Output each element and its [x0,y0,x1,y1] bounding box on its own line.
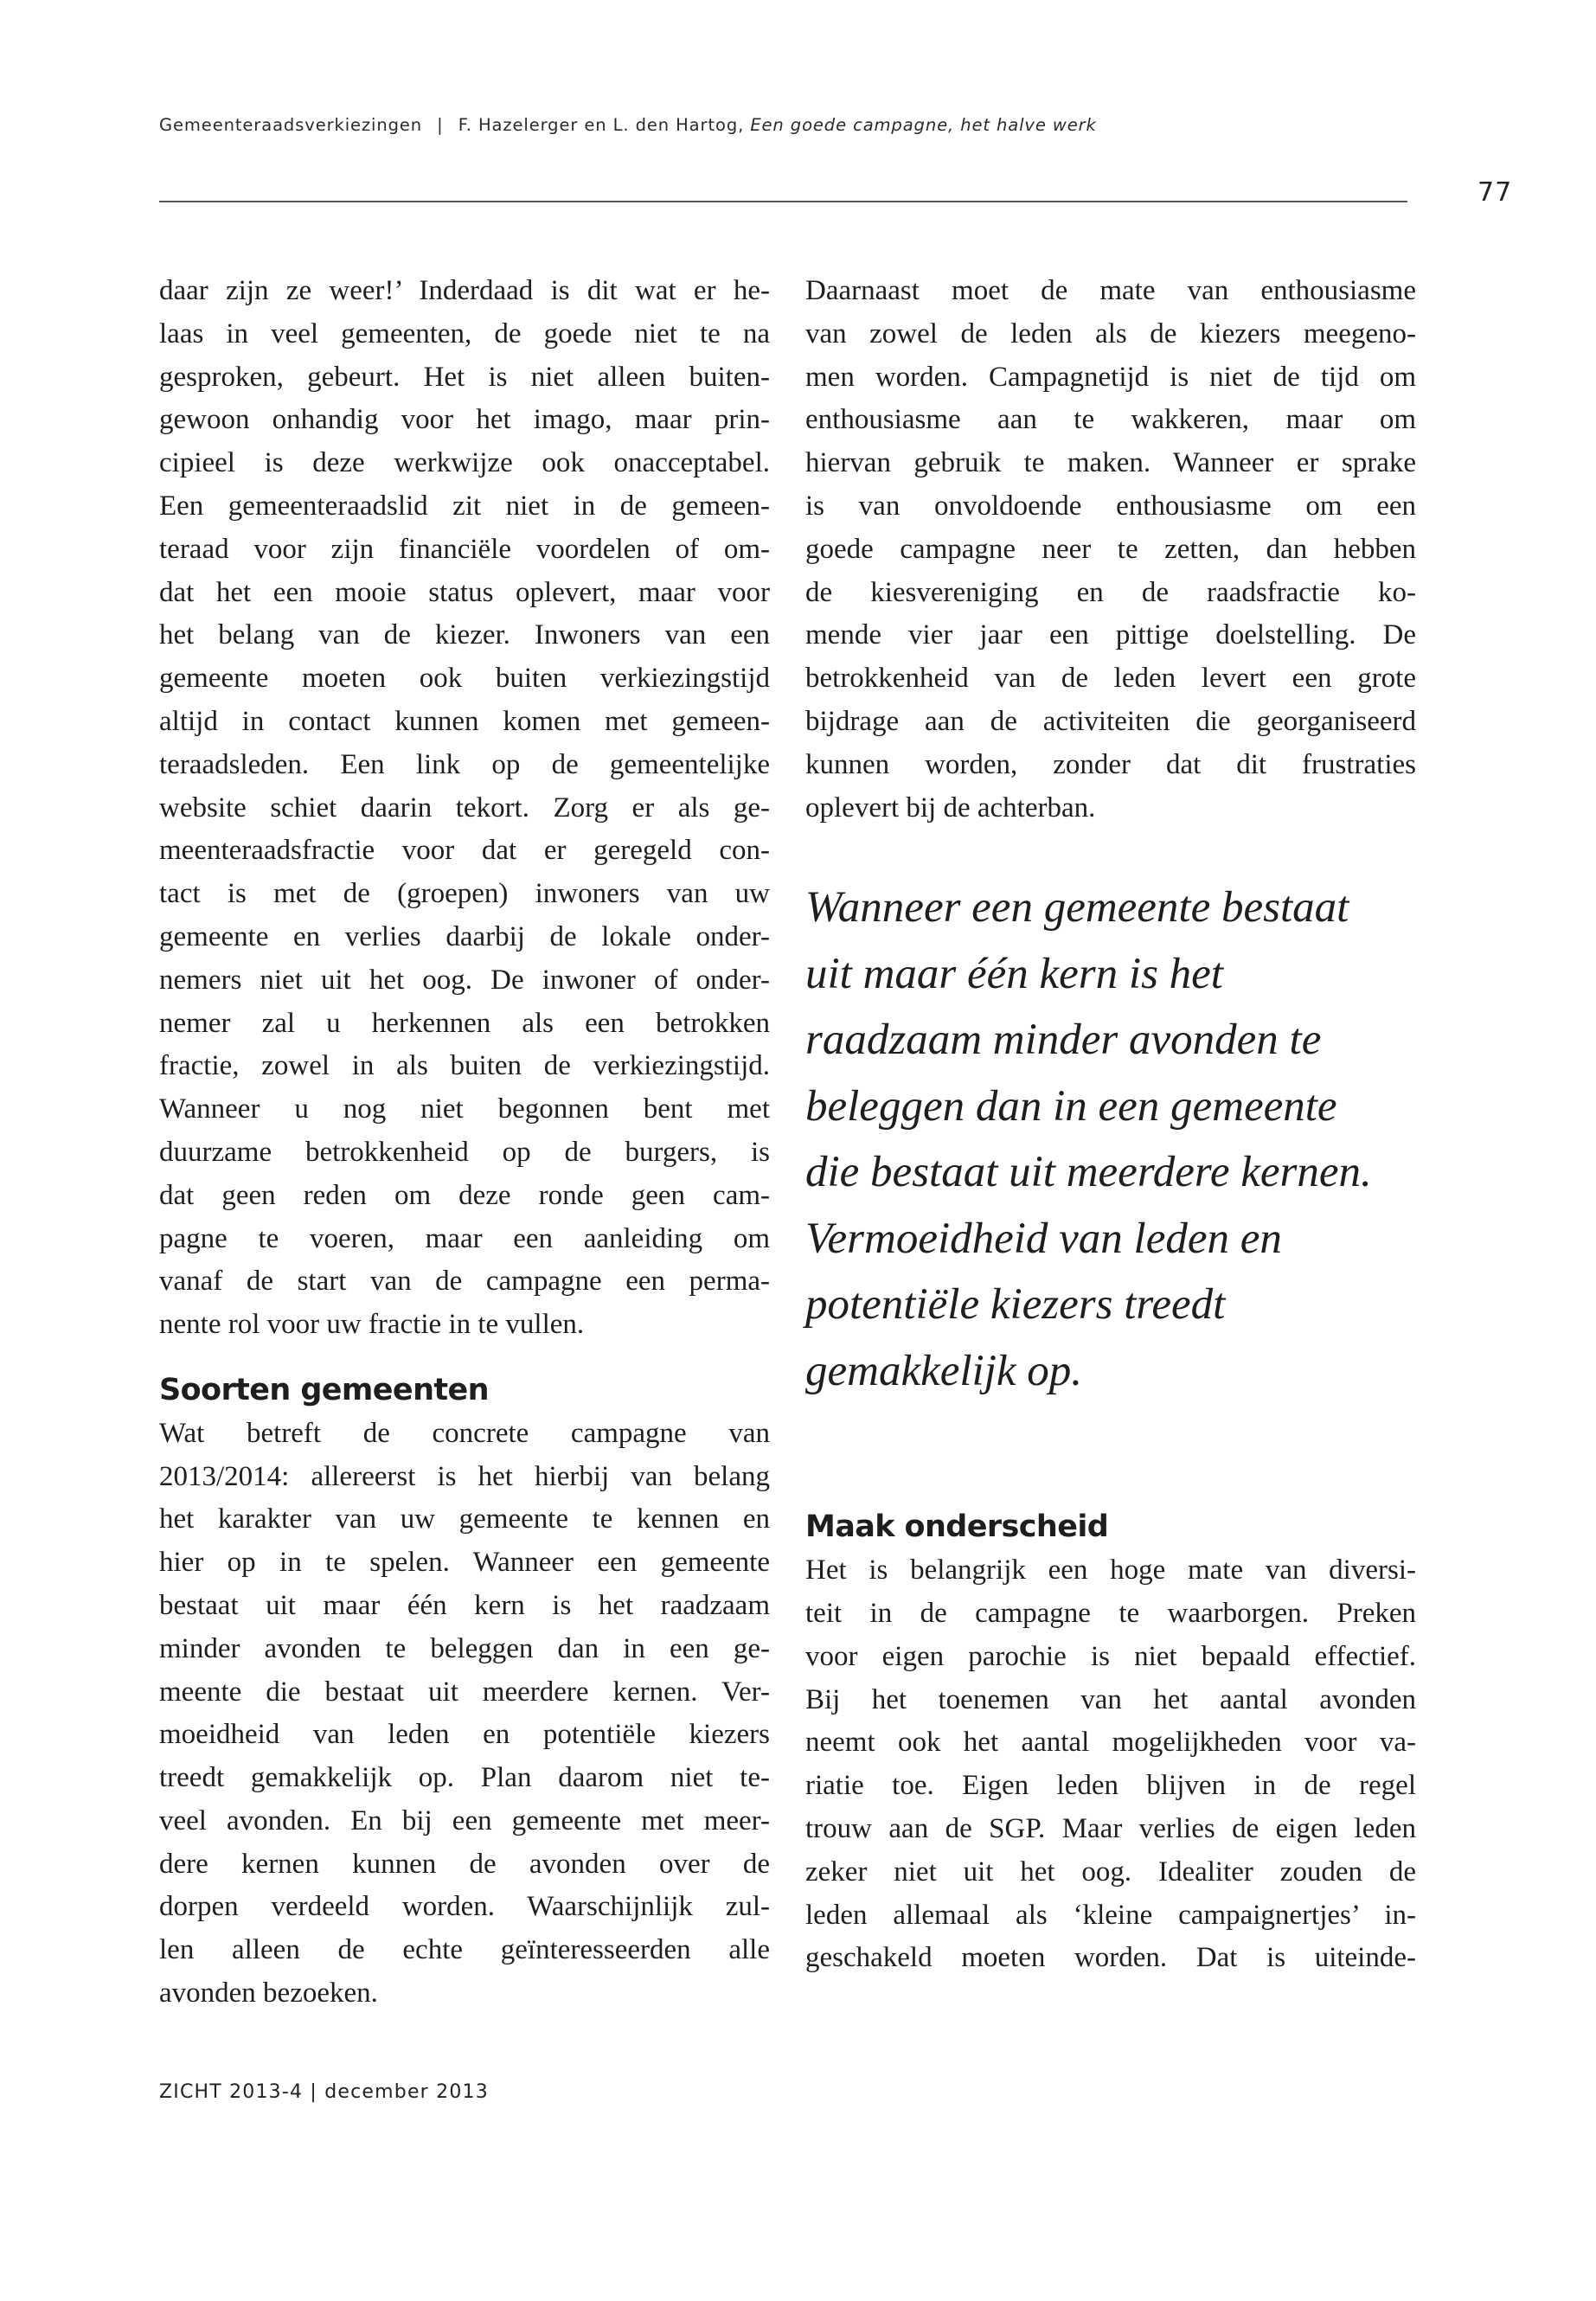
text-line: oplevert bij de achterban. [805,792,1096,824]
text-line: kunnen worden, zonder dat dit frustraties [805,748,1416,780]
text-line: Een gemeenteraadslid zit niet in de gemeen- [159,490,770,522]
text-line: Het is belangrijk een hoge mate van diversi- [805,1554,1416,1586]
text-line: teit in de campagne te waarborgen. Preken [805,1597,1416,1629]
footer-issue: ZICHT 2013-4 | december 2013 [159,2081,489,2103]
text-line: len alleen de echte geïnteresseerden alle [159,1934,770,1966]
right-column [805,270,1416,1980]
text-line: nemer zal u herkennen als een betrokken [159,1007,770,1039]
text-line: laas in veel gemeenten, de goede niet te na [159,317,770,349]
text-line: zeker niet uit het oog. Idealiter zouden de [805,1856,1416,1888]
text-line: gesproken, gebeurt. Het is niet alleen buiten- [159,361,770,393]
text-line: men worden. Campagnetijd is niet de tijd om [805,361,1416,393]
running-head-section: Gemeenteraadsverkiezingen [159,115,423,135]
text-line: cipieel is deze werkwijze ook onacceptabel. [159,447,770,479]
left-column [159,270,770,2016]
text-line: pagne te voeren, maar een aanleiding om [159,1222,770,1254]
text-line: meenteraadsfractie voor dat er geregeld con- [159,835,770,867]
text-line: meente die bestaat uit meerdere kernen. Ver- [159,1676,770,1708]
pull-quote-line: Wanneer een gemeente bestaat [805,883,1349,933]
text-line: de kiesvereniging en de raadsfractie ko- [805,576,1416,608]
pull-quote-line: gemakkelijk op. [805,1346,1083,1395]
text-line: neemt ook het aantal mogelijkheden voor va- [805,1727,1416,1759]
text-line: gemeente en verlies daarbij de lokale onder- [159,920,770,952]
text-line: enthousiasme aan te wakkeren, maar om [805,404,1416,436]
text-line: geschakeld moeten worden. Dat is uiteinde- [805,1942,1416,1974]
text-line: fractie, zowel in als buiten de verkiezingstijd. [159,1050,770,1082]
heading-maak-onderscheid: Maak onderscheid [805,1509,1109,1545]
text-line: website schiet daarin tekort. Zorg er als ge- [159,792,770,824]
text-line: 2013/2014: allereerst is het hierbij van belang [159,1460,770,1492]
text-line: dat het een mooie status oplevert, maar voor [159,576,770,608]
text-line: dere kernen kunnen de avonden over de [159,1848,770,1880]
text-line: bijdrage aan de activiteiten die georganiseerd [805,705,1416,737]
text-line: teraadsleden. Een link op de gemeentelijke [159,748,770,780]
text-line: dat geen reden om deze ronde geen cam- [159,1179,770,1211]
text-line: is van onvoldoende enthousiasme om een [805,490,1416,522]
text-line: gemeente moeten ook buiten verkiezingstijd [159,663,770,695]
text-line: het belang van de kiezer. Inwoners van een [159,619,770,651]
text-line: treedt gemakkelijk op. Plan daarom niet te- [159,1762,770,1794]
running-head [159,115,1097,135]
pull-quote [805,875,1416,1404]
text-line: bestaat uit maar één kern is het raadzaam [159,1589,770,1621]
right-paragraph-1 [805,270,1416,830]
text-line: avonden bezoeken. [159,1977,378,2009]
pull-quote-line: raadzaam minder avonden te [805,1016,1322,1065]
pull-quote-line: uit maar één kern is het [805,949,1223,998]
text-line: Wat betreft de concrete campagne van [159,1417,770,1449]
text-line: minder avonden te beleggen dan in een ge- [159,1632,770,1664]
text-line: goede campagne neer te zetten, dan hebben [805,533,1416,565]
text-line: het karakter van uw gemeente te kennen en [159,1503,770,1535]
page-number: 77 [1477,177,1513,208]
text-line: betrokkenheid van de leden levert een grote [805,663,1416,695]
text-line: voor eigen parochie is niet bepaald effectief. [805,1640,1416,1672]
running-head-article-title: Een goede campagne, het halve werk [750,115,1097,135]
running-head-separator: | [437,115,444,135]
text-line: daar zijn ze weer!’ Inderdaad is dit wat er he- [159,275,770,306]
text-line: dorpen verdeeld worden. Waarschijnlijk zul- [159,1891,770,1923]
text-line: gewoon onhandig voor het imago, maar prin- [159,404,770,436]
text-line: leden allemaal als ‘kleine campaignertjes’ in- [805,1899,1416,1931]
text-line: duurzame betrokkenheid op de burgers, is [159,1136,770,1168]
text-line: vanaf de start van de campagne een perma- [159,1266,770,1298]
text-line: teraad voor zijn financiële voordelen of om- [159,533,770,565]
text-line: nente rol voor uw fractie in te vullen. [159,1309,585,1341]
text-line: trouw aan de SGP. Maar verlies de eigen leden [805,1812,1416,1844]
pull-quote-line: potentiële kiezers treedt [805,1280,1226,1330]
text-line: veel avonden. En bij een gemeente met meer- [159,1804,770,1836]
left-paragraph-1 [159,270,770,1347]
text-line: Daarnaast moet de mate van enthousiasme [805,275,1416,306]
text-line: hiervan gebruik te maken. Wanneer er sprake [805,447,1416,479]
text-line: tact is met de (groepen) inwoners van uw [159,878,770,910]
text-line: riatie toe. Eigen leden blijven in de regel [805,1770,1416,1802]
pull-quote-line: Vermoeidheid van leden en [805,1214,1282,1263]
right-paragraph-2 [805,1549,1416,1980]
text-line: Bij het toenemen van het aantal avonden [805,1683,1416,1715]
pull-quote-line: beleggen dan in een gemeente [805,1081,1337,1131]
text-line: mende vier jaar een pittige doelstelling. De [805,619,1416,651]
header-rule [159,201,1407,202]
text-line: altijd in contact kunnen komen met gemeen- [159,705,770,737]
text-line: Wanneer u nog niet begonnen bent met [159,1093,770,1125]
text-line: van zowel de leden als de kiezers meegeno- [805,317,1416,349]
text-line: hier op in te spelen. Wanneer een gemeente [159,1547,770,1579]
running-head-authors: F. Hazelerger en L. den Hartog, [458,115,745,135]
text-line: moeidheid van leden en potentiële kiezers [159,1719,770,1751]
pull-quote-line: die bestaat uit meerdere kernen. [805,1148,1372,1197]
text-line: nemers niet uit het oog. De inwoner of onder- [159,964,770,996]
left-paragraph-2 [159,1413,770,2016]
heading-soorten-gemeenten: Soorten gemeenten [159,1372,489,1407]
